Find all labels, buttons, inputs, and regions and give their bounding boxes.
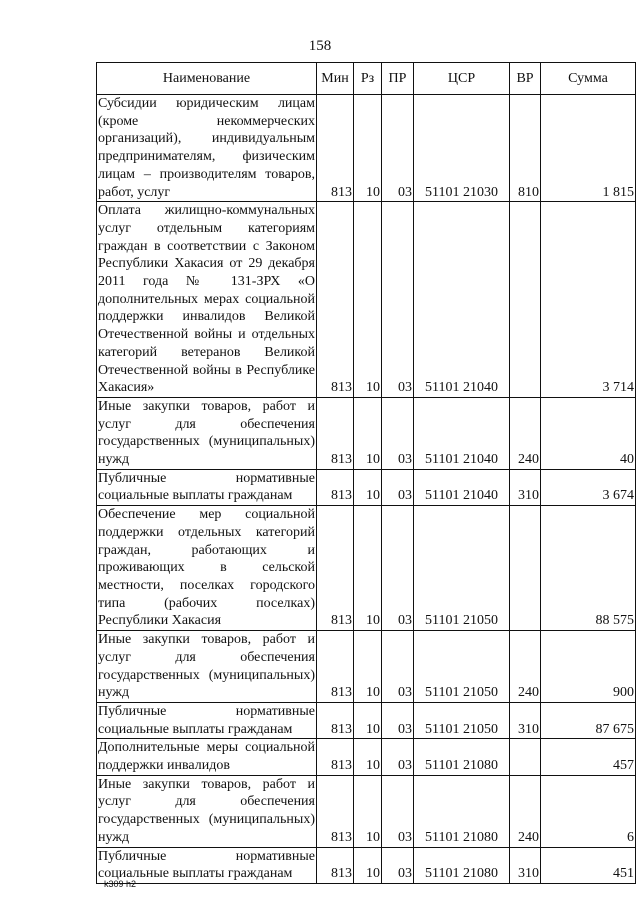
row-pr: 03 xyxy=(382,469,414,505)
header-vr: ВР xyxy=(510,63,541,95)
table-row xyxy=(97,506,636,631)
header-csr: ЦСР xyxy=(414,63,510,95)
row-csr: 51101 21080 xyxy=(414,775,510,847)
row-name: Иные закупки товаров, работ и услуг для обеспечения государственных (муниципальных) нужд xyxy=(97,631,317,703)
row-name: Иные закупки товаров, работ и услуг для обеспечения государственных (муниципальных) нужд xyxy=(97,397,317,469)
header-min: Мин xyxy=(317,63,354,95)
row-vr: 240 xyxy=(510,775,541,847)
row-min: 813 xyxy=(317,397,354,469)
table-row xyxy=(97,469,636,505)
row-sum: 451 xyxy=(541,847,636,883)
row-name: Оплата жилищно-коммунальных услуг отдельным категориям граждан в соответствии с Законом Республики Хакасия от 29 декабря 2011 года № 131-ЗРХ «О дополнительных мерах социальной поддержки инвалидов Великой Отечественной войны и отдельных категорий ветеранов Великой Отечественной войны в Республике Хакасия» xyxy=(97,202,317,398)
row-csr: 51101 21050 xyxy=(414,506,510,631)
row-vr: 310 xyxy=(510,702,541,738)
row-rz: 10 xyxy=(354,469,382,505)
row-pr: 03 xyxy=(382,847,414,883)
header-pr: ПР xyxy=(382,63,414,95)
row-rz: 10 xyxy=(354,702,382,738)
row-min: 813 xyxy=(317,506,354,631)
row-min: 813 xyxy=(317,847,354,883)
row-min: 813 xyxy=(317,702,354,738)
table-row xyxy=(97,397,636,469)
row-sum: 1 815 xyxy=(541,95,636,202)
row-name: Иные закупки товаров, работ и услуг для обеспечения государственных (муниципальных) нужд xyxy=(97,775,317,847)
row-pr: 03 xyxy=(382,775,414,847)
row-sum: 3 714 xyxy=(541,202,636,398)
header-name: Наименование xyxy=(97,63,317,95)
row-min: 813 xyxy=(317,469,354,505)
row-vr xyxy=(510,202,541,398)
row-vr xyxy=(510,739,541,775)
row-sum: 40 xyxy=(541,397,636,469)
row-pr: 03 xyxy=(382,506,414,631)
row-sum: 88 575 xyxy=(541,506,636,631)
table-row xyxy=(97,631,636,703)
row-csr: 51101 21040 xyxy=(414,397,510,469)
table-row xyxy=(97,702,636,738)
row-min: 813 xyxy=(317,202,354,398)
row-csr: 51101 21080 xyxy=(414,847,510,883)
row-sum: 900 xyxy=(541,631,636,703)
header-sum: Сумма xyxy=(541,63,636,95)
budget-table xyxy=(96,62,636,884)
row-csr: 51101 21050 xyxy=(414,702,510,738)
table-header-row xyxy=(97,63,636,95)
row-rz: 10 xyxy=(354,775,382,847)
row-sum: 3 674 xyxy=(541,469,636,505)
row-vr: 810 xyxy=(510,95,541,202)
row-sum: 457 xyxy=(541,739,636,775)
row-pr: 03 xyxy=(382,739,414,775)
row-pr: 03 xyxy=(382,702,414,738)
row-pr: 03 xyxy=(382,631,414,703)
row-vr xyxy=(510,506,541,631)
row-csr: 51101 21080 xyxy=(414,739,510,775)
table-row xyxy=(97,95,636,202)
table-row xyxy=(97,847,636,883)
row-name: Публичные нормативные социальные выплаты гражданам xyxy=(97,847,317,883)
row-rz: 10 xyxy=(354,95,382,202)
row-name: Обеспечение мер социальной поддержки отдельных категорий граждан, работающих и проживающих в сельской местности, поселках городского типа (рабочих поселках) Республики Хакасия xyxy=(97,506,317,631)
row-min: 813 xyxy=(317,95,354,202)
row-pr: 03 xyxy=(382,397,414,469)
row-pr: 03 xyxy=(382,202,414,398)
row-rz: 10 xyxy=(354,202,382,398)
table-row xyxy=(97,202,636,398)
row-pr: 03 xyxy=(382,95,414,202)
row-name: Субсидии юридическим лицам (кроме некоммерческих организаций), индивидуальным предпринимателям, физическим лицам – производителям товаров, работ, услуг xyxy=(97,95,317,202)
row-min: 813 xyxy=(317,739,354,775)
row-vr: 240 xyxy=(510,631,541,703)
row-min: 813 xyxy=(317,775,354,847)
row-rz: 10 xyxy=(354,847,382,883)
table-row xyxy=(97,775,636,847)
row-name: Публичные нормативные социальные выплаты гражданам xyxy=(97,702,317,738)
row-rz: 10 xyxy=(354,397,382,469)
row-csr: 51101 21040 xyxy=(414,469,510,505)
row-rz: 10 xyxy=(354,739,382,775)
row-vr: 310 xyxy=(510,847,541,883)
row-csr: 51101 21040 xyxy=(414,202,510,398)
row-sum: 6 xyxy=(541,775,636,847)
row-rz: 10 xyxy=(354,631,382,703)
row-min: 813 xyxy=(317,631,354,703)
footer-code: k309 h2 xyxy=(104,879,137,889)
row-name: Дополнительные меры социальной поддержки инвалидов xyxy=(97,739,317,775)
row-csr: 51101 21050 xyxy=(414,631,510,703)
row-vr: 310 xyxy=(510,469,541,505)
row-name: Публичные нормативные социальные выплаты гражданам xyxy=(97,469,317,505)
row-rz: 10 xyxy=(354,506,382,631)
table-row xyxy=(97,739,636,775)
row-csr: 51101 21030 xyxy=(414,95,510,202)
row-sum: 87 675 xyxy=(541,702,636,738)
header-rz: Рз xyxy=(354,63,382,95)
row-vr: 240 xyxy=(510,397,541,469)
page-number: 158 xyxy=(308,38,332,54)
